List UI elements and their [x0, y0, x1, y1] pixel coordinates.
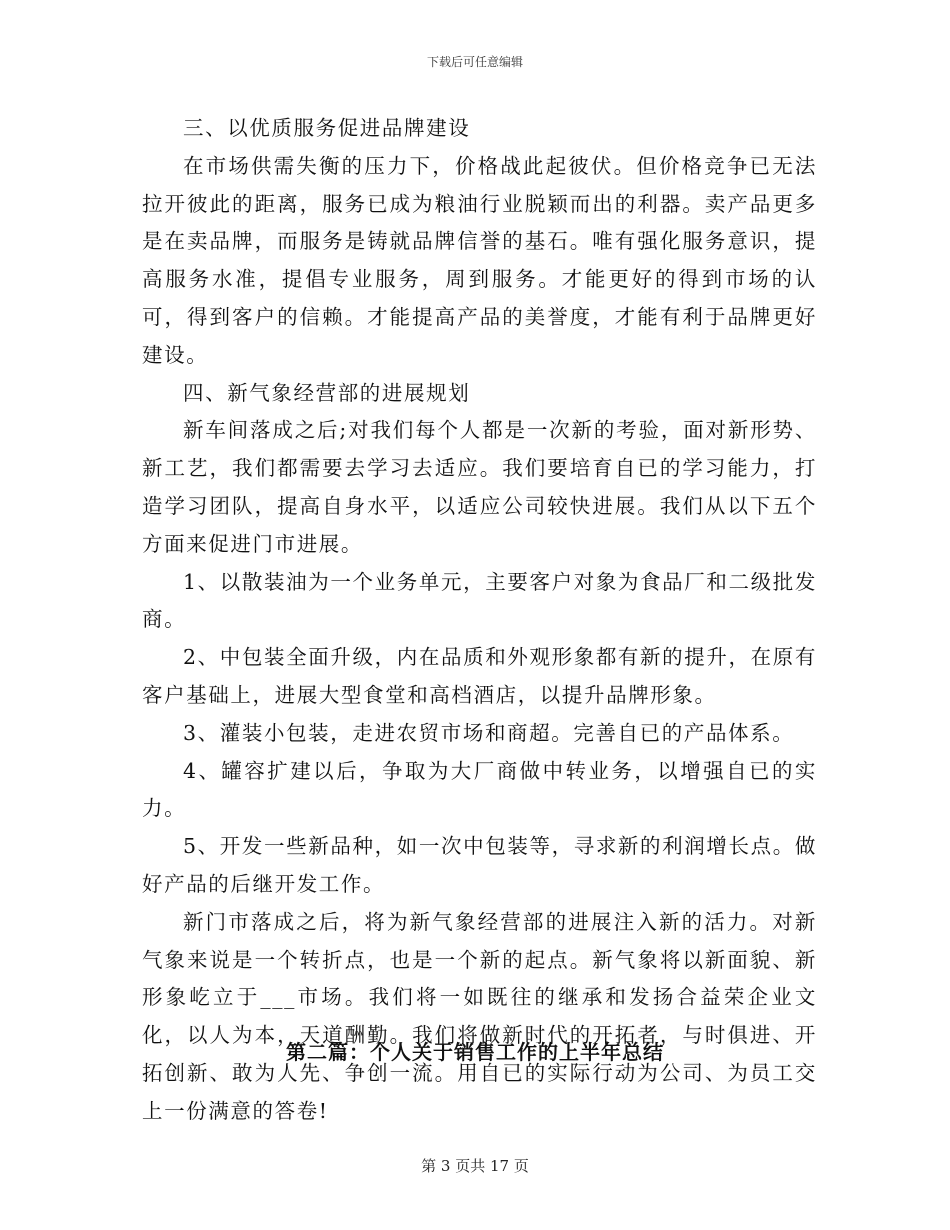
page-header: 下载后可任意编辑 [426, 55, 523, 69]
list-item-5: 5、开发一些新品种，如一次中包装等，寻求新的利润增长点。做好产品的后继开发工作。 [142, 834, 817, 896]
heading-section-3: 三、以优质服务促进品牌建设 [183, 116, 471, 140]
list-item-4: 4、罐容扩建以后，争取为大厂商做中转业务，以增强自已的实力。 [142, 758, 817, 821]
paragraph-plan-intro: 新车间落成之后;对我们每个人都是一次新的考验，面对新形势、新工艺，我们都需要去学习去适应。我们要培育自已的学习能力，打造学习团队，提高自身水平，以适应公司较快进展。我们从以下五个方面来促进门市进展。 [142, 418, 817, 556]
paragraph-conclusion: 新门市落成之后，将为新气象经营部的进展注入新的活力。对新气象来说是一个转折点，也是一个新的起点。新气象将以新面貌、新形象屹立于___市场。我们将一如既往的继承和发扬合益荣企业文化，以人为本，天道酬勤。我们将做新时代的开拓者，与时俱进、开拓创新、敢为人先、争创一流。用自已的实际行动为公司、为员工交上一份满意的答卷! [142, 909, 817, 1123]
page-footer: 第 3 页共 17 页 [421, 1157, 529, 1175]
section-title: 第二篇：个人关于销售工作的上半年总结 [286, 1040, 664, 1064]
list-item-2: 2、中包装全面升级，内在品质和外观形象都有新的提升，在原有客户基础上，进展大型食堂和高档酒店，以提升品牌形象。 [142, 645, 817, 707]
document-body [142, 110, 817, 1131]
list-item-3: 3、灌装小包装，走进农贸市场和商超。完善自已的产品体系。 [183, 720, 795, 745]
heading-section-4: 四、新气象经营部的进展规划 [183, 380, 471, 405]
list-item-1: 1、以散装油为一个业务单元，主要客户对象为食品厂和二级批发商。 [142, 569, 817, 632]
paragraph-service: 在市场供需失衡的压力下，价格战此起彼伏。但价格竞争已无法拉开彼此的距离，服务已成为粮油行业脱颖而出的利器。卖产品更多是在卖品牌，而服务是铸就品牌信誉的基石。唯有强化服务意识，提高服务水准，提倡专业服务，周到服务。才能更好的得到市场的认可，得到客户的信赖。才能提高产品的美誉度，才能有利于品牌更好建设。 [142, 153, 817, 367]
